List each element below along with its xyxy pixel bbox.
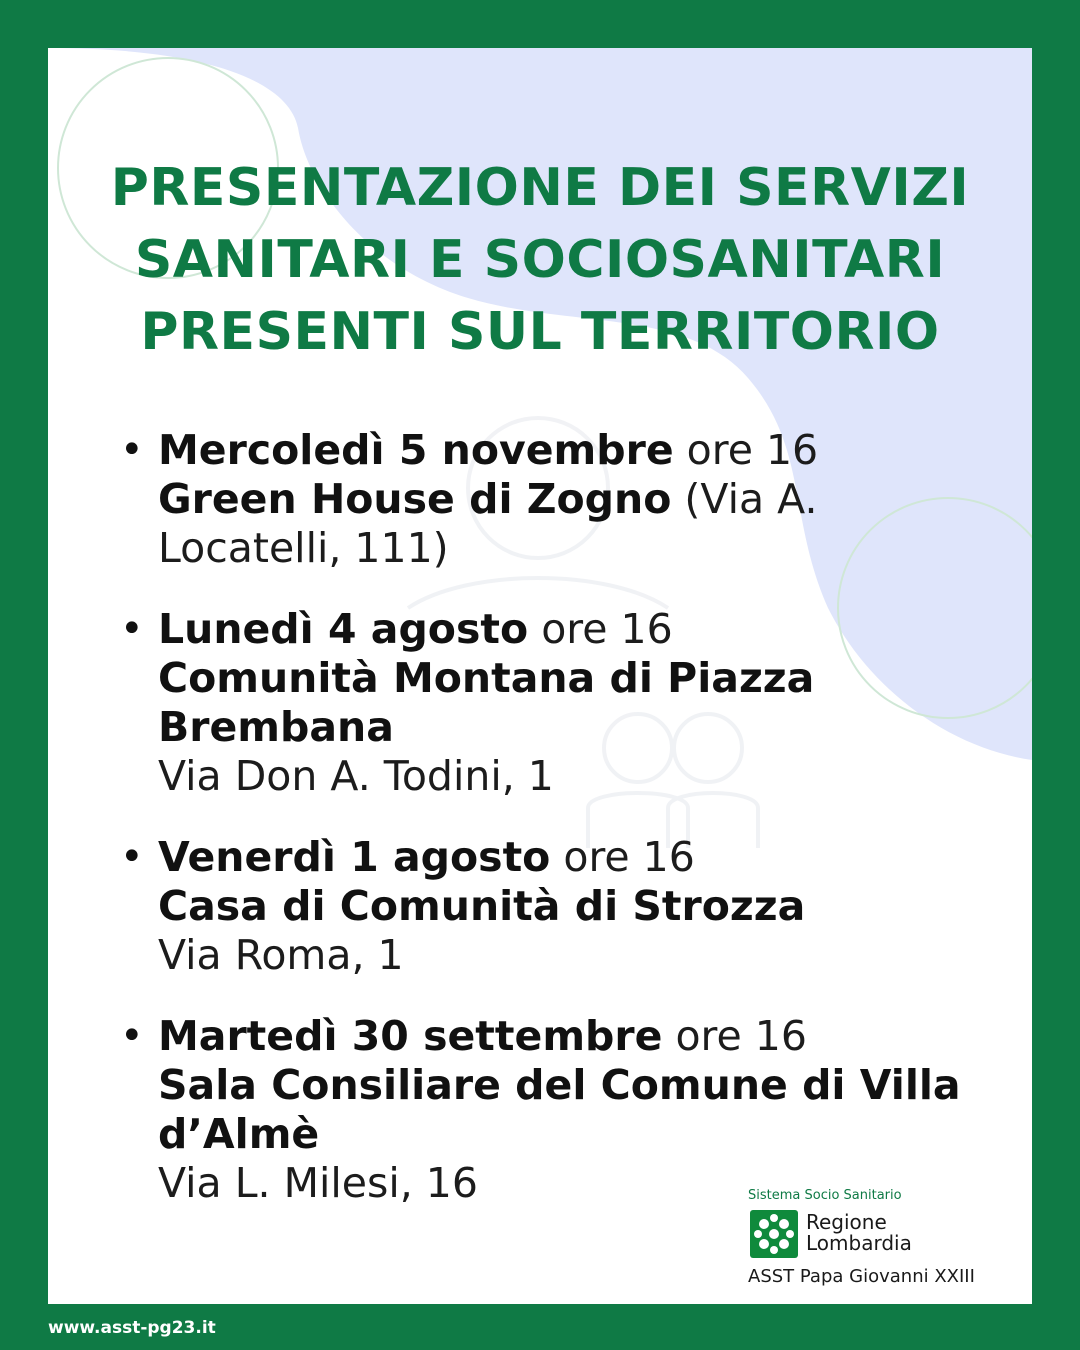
event-date: Mercoledì 5 novembre xyxy=(158,426,674,474)
event-date: Martedì 30 settembre xyxy=(158,1012,663,1060)
logo-system-text: Sistema Socio Sanitario xyxy=(748,1188,902,1203)
event-item xyxy=(110,833,1010,980)
website-url[interactable]: www.asst-pg23.it xyxy=(48,1318,216,1338)
event-time: ore 16 xyxy=(528,605,673,653)
bullet-icon: • xyxy=(120,834,144,880)
event-list xyxy=(110,426,1010,1208)
event-item xyxy=(110,426,1010,573)
event-time: ore 16 xyxy=(662,1012,807,1060)
bullet-icon: • xyxy=(120,606,144,652)
event-item xyxy=(110,605,1010,801)
bullet-icon: • xyxy=(120,427,144,473)
event-date-line xyxy=(158,605,1010,654)
event-date: Lunedì 4 agosto xyxy=(158,605,529,653)
event-item xyxy=(110,1012,1010,1208)
event-address: Via Don A. Todini, 1 xyxy=(158,752,554,800)
event-address: Via L. Milesi, 16 xyxy=(158,1159,478,1207)
poster-panel xyxy=(48,48,1032,1304)
regione-lombardia-logo xyxy=(748,1188,1018,1298)
event-place-line xyxy=(158,475,1010,573)
logo-asst-text: ASST Papa Giovanni XXIII xyxy=(748,1266,975,1287)
event-place: Comunità Montana di Piazza Brembana xyxy=(158,654,815,751)
logo-region-text: Regione Lombardia xyxy=(806,1210,912,1255)
event-address: Via Roma, 1 xyxy=(158,931,404,979)
title-line-2: SANITARI E SOCIOSANITARI xyxy=(134,230,946,290)
event-place: Sala Consiliare del Comune di Villa d’Almè xyxy=(158,1061,961,1158)
page-title xyxy=(48,152,1032,368)
event-address: (Via A. Locatelli, 111) xyxy=(158,475,818,572)
rosa-camuna-icon xyxy=(750,1210,798,1258)
event-date-line xyxy=(158,833,1010,882)
event-date: Venerdì 1 agosto xyxy=(158,833,551,881)
event-date-line xyxy=(158,1012,1010,1061)
event-time: ore 16 xyxy=(673,426,819,474)
title-line-1: PRESENTAZIONE DEI SERVIZI xyxy=(110,158,970,218)
event-date-line xyxy=(158,426,1010,475)
event-place: Green House di Zogno xyxy=(158,475,672,523)
title-line-3: PRESENTI SUL TERRITORIO xyxy=(140,302,940,362)
event-time: ore 16 xyxy=(550,833,695,881)
event-place: Casa di Comunità di Strozza xyxy=(158,882,806,930)
bullet-icon: • xyxy=(120,1013,144,1059)
